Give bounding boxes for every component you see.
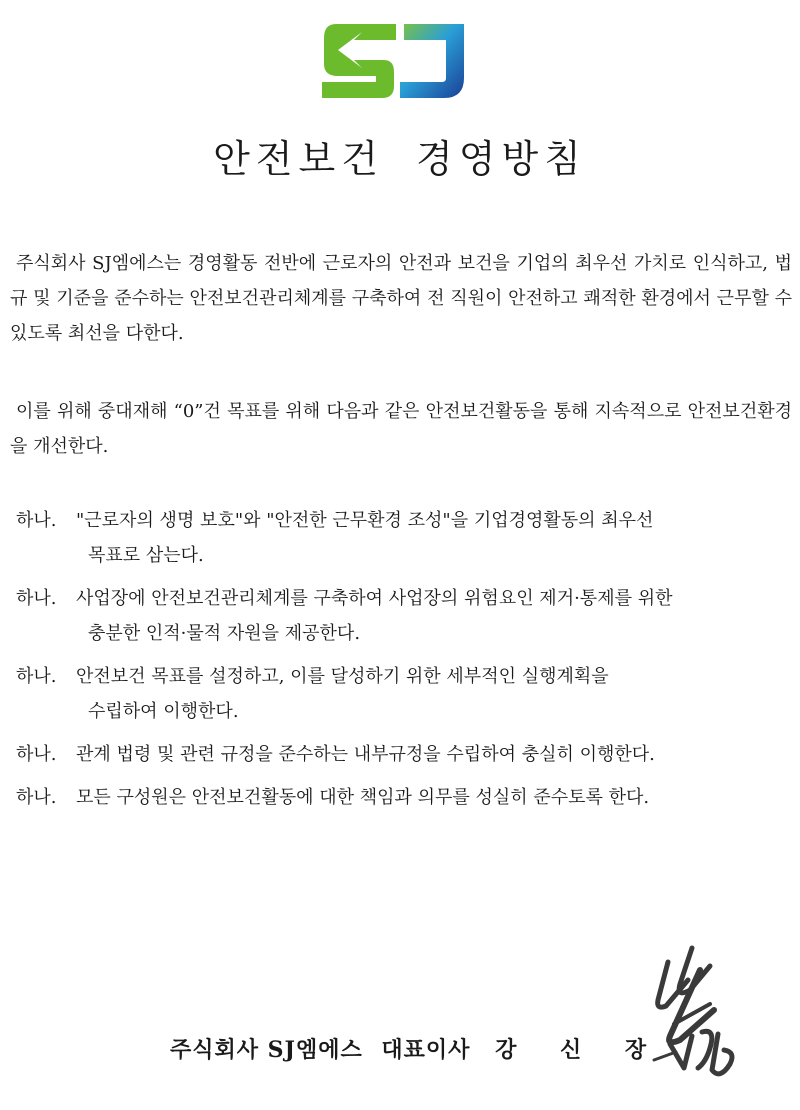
pledge-text xyxy=(76,503,795,573)
signature-company: 주식회사 SJ엠에스 xyxy=(170,1037,363,1063)
pledge-item xyxy=(10,503,795,573)
signature-name: 강 신 장 xyxy=(495,1037,665,1063)
pledge-line: "근로자의 생명 보호"와 "안전한 근무환경 조성"을 기업경영활동의 최우선 xyxy=(76,510,654,531)
pledge-list xyxy=(10,503,795,823)
pledge-line-continued: 충분한 인적·물적 자원을 제공한다. xyxy=(88,623,361,644)
page-title: 안전보건 경영방침 xyxy=(213,137,587,181)
handwritten-signature xyxy=(640,940,750,1090)
pledge-line: 모든 구성원은 안전보건활동에 대한 책임과 의무를 성실히 준수토록 한다. xyxy=(76,787,650,808)
pledge-item xyxy=(10,737,795,772)
intro-paragraph-1: 주식회사 SJ엠에스는 경영활동 전반에 근로자의 안전과 보건을 기업의 최우선 가치로 인식하고, 법규 및 기준을 준수하는 안전보건관리체계를 구축하여 전 직원이 안전하고 쾌적한 환경에서 근무할 수 있도록 최선을 다한다. xyxy=(10,253,792,344)
intro-paragraph-2: 이를 위해 중대재해 “0”건 목표를 위해 다음과 같은 안전보건활동을 통해 지속적으로 안전보건환경을 개선한다. xyxy=(10,401,792,457)
pledge-item xyxy=(10,659,795,729)
pledge-prefix: 하나. xyxy=(16,588,57,609)
pledge-line: 사업장에 안전보건관리체계를 구축하여 사업장의 위험요인 제거·통제를 위한 xyxy=(76,588,673,609)
pledge-prefix: 하나. xyxy=(16,787,57,808)
signature-line xyxy=(170,1033,664,1064)
pledge-text xyxy=(76,780,795,815)
pledge-text xyxy=(76,737,795,772)
signature-title: 대표이사 xyxy=(381,1037,471,1063)
pledge-prefix: 하나. xyxy=(16,510,57,531)
pledge-item xyxy=(10,780,795,815)
pledge-line: 관계 법령 및 관련 규정을 준수하는 내부규정을 수립하여 충실히 이행한다. xyxy=(76,744,655,765)
pledge-line-continued: 목표로 삼는다. xyxy=(88,545,204,566)
pledge-text xyxy=(76,659,795,729)
pledge-line-continued: 수립하여 이행한다. xyxy=(88,701,239,722)
pledge-text xyxy=(76,581,795,651)
pledge-prefix: 하나. xyxy=(16,744,57,765)
pledge-prefix: 하나. xyxy=(16,666,57,687)
pledge-line: 안전보건 목표를 설정하고, 이를 달성하기 위한 세부적인 실행계획을 xyxy=(76,666,609,687)
pledge-item xyxy=(10,581,795,651)
company-logo xyxy=(318,20,466,102)
